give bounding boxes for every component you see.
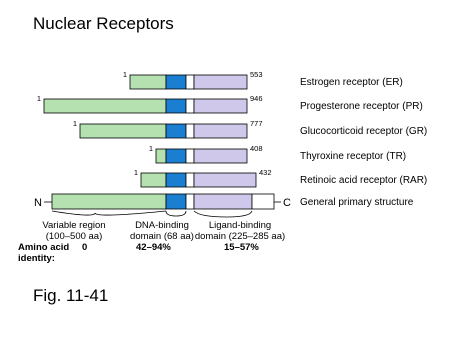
receptor-row-rar: [134, 168, 427, 187]
general-variable-segment: [52, 194, 166, 209]
hinge-segment: [186, 99, 194, 113]
dna-binding-size: domain (68 aa): [130, 231, 194, 242]
dna-binding-segment: [166, 149, 186, 163]
variable-segment: [80, 124, 166, 138]
variable-segment: [130, 75, 166, 89]
ligand-binding-segment: [194, 99, 247, 113]
end-residue-label: 432: [259, 168, 272, 177]
variable-identity-value: 0: [82, 242, 88, 253]
receptor-name-label: Glucocorticoid receptor (GR): [300, 126, 428, 137]
receptor-name-label: Retinoic acid receptor (RAR): [300, 175, 428, 186]
receptor-row-pr: [37, 94, 423, 113]
ligand-binding-bracket: [194, 211, 252, 217]
end-residue-label: 946: [250, 94, 263, 103]
variable-region-bracket: [52, 211, 166, 215]
receptor-row-er: [123, 70, 403, 89]
start-residue-label: 1: [122, 70, 127, 79]
dna-binding-segment: [166, 173, 186, 187]
general-structure-row: [34, 194, 414, 209]
ligand-binding-identity-value: 15–57%: [224, 242, 259, 253]
ligand-binding-segment: [194, 75, 247, 89]
receptor-name-label: Thyroxine receptor (TR): [300, 151, 407, 162]
variable-region-size: (100–500 aa): [45, 231, 103, 242]
dna-binding-segment: [166, 124, 186, 138]
ligand-binding-label: Ligand-binding: [208, 220, 272, 231]
end-residue-label: 553: [250, 70, 263, 79]
start-residue-label: 1: [72, 119, 77, 128]
receptor-name-label: Estrogen receptor (ER): [300, 77, 403, 88]
dna-binding-segment: [166, 75, 186, 89]
c-terminal-label: C: [283, 197, 291, 209]
general-hinge-segment: [186, 194, 194, 209]
receptor-row-gr: [73, 119, 427, 138]
variable-segment: [141, 173, 166, 187]
hinge-segment: [186, 149, 194, 163]
dna-binding-label: DNA-binding: [135, 220, 189, 231]
general-c-terminal-segment: [252, 194, 274, 209]
general-ligand-segment: [194, 194, 252, 209]
start-residue-label: 1: [148, 144, 153, 153]
dna-binding-identity-value: 42–94%: [136, 242, 171, 253]
hinge-segment: [186, 75, 194, 89]
variable-segment: [44, 99, 166, 113]
dna-binding-segment: [166, 99, 186, 113]
page-title: Nuclear Receptors: [33, 14, 174, 33]
hinge-segment: [186, 124, 194, 138]
ligand-binding-segment: [194, 149, 247, 163]
start-residue-label: 1: [36, 94, 41, 103]
start-residue-label: 1: [133, 168, 138, 177]
hinge-segment: [186, 173, 194, 187]
identity-label-line2: identity:: [18, 253, 55, 264]
general-structure-label: General primary structure: [300, 197, 414, 208]
ligand-binding-segment: [194, 124, 247, 138]
figure-label: Fig. 11-41: [33, 286, 109, 305]
dna-binding-bracket: [166, 211, 186, 216]
general-dna-segment: [166, 194, 186, 209]
region-brackets: [52, 211, 252, 217]
identity-label-line1: Amino acid: [18, 242, 70, 253]
ligand-binding-size: domain (225–285 aa): [194, 231, 286, 242]
receptor-name-label: Progesterone receptor (PR): [300, 101, 423, 112]
end-residue-label: 777: [250, 119, 263, 128]
variable-segment: [156, 149, 166, 163]
receptor-row-tr: [149, 144, 406, 163]
n-terminal-label: N: [34, 197, 42, 209]
ligand-binding-segment: [194, 173, 256, 187]
end-residue-label: 408: [250, 144, 263, 153]
variable-region-label: Variable region: [42, 220, 106, 231]
